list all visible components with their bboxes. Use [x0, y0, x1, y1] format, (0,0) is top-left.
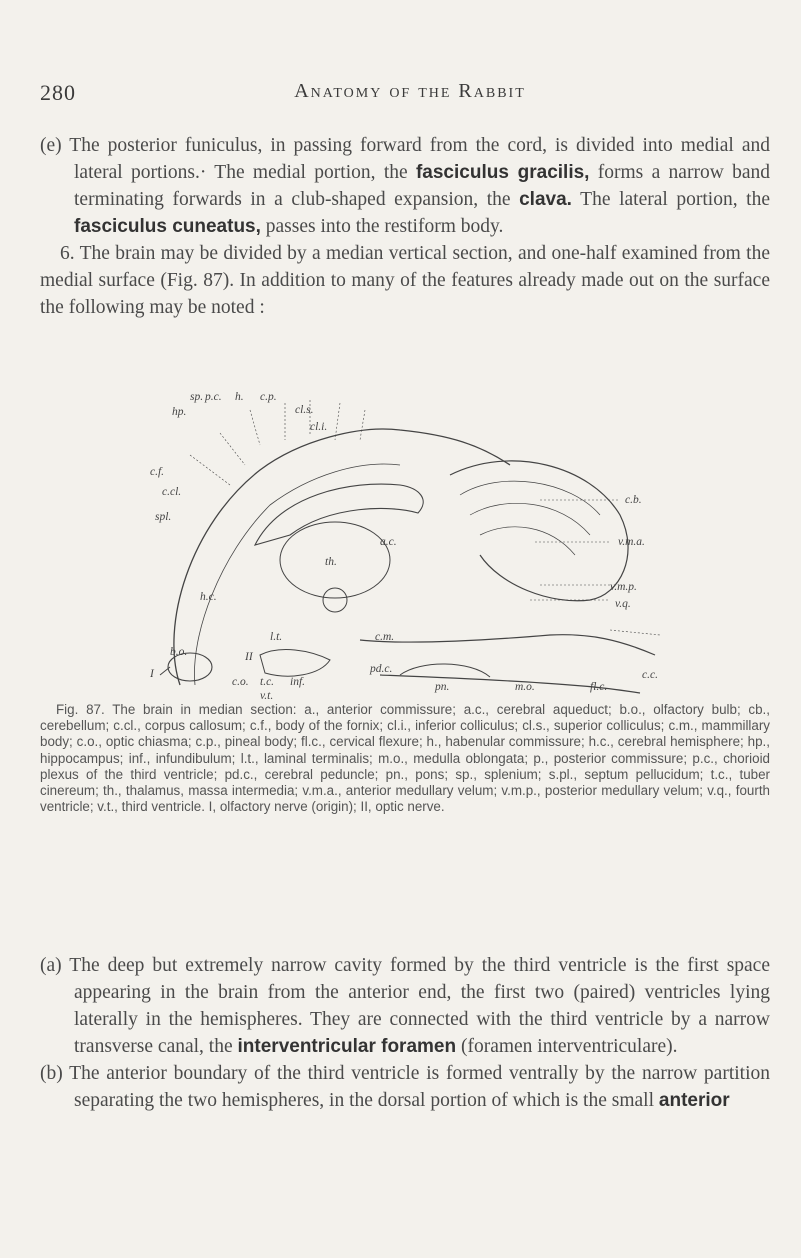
label-cli: cl.i. — [310, 421, 328, 433]
term-clava: clava. — [519, 189, 572, 210]
term-anterior: anterior — [658, 1090, 730, 1111]
figure-caption: Fig. 87. The brain in median section: a., anterior commissure; a.c., cerebral aqueduct; b.o., olfactory bulb; cb., cerebellum; c.cl., corpus callosum; c.f., body of the fornix; cl.i., inferior colliculus; cl.s., superior colliculus; c.m., mammillary body; c.o., optic chiasma; c.p., pineal body; fl.c., cervical flexure; h., habenular commissure; h.c., cerebral hemisphere; hp., hippocampus; inf., infundibulum; l.t., laminal terminalis; m.o., medulla oblongata; p., posterior commissure; p.c., chorioid plexus of the third ventricle; pd.c., cerebral peduncle; pn., pons; sp., splenium; s.pl., septum pellucidum; t.c., tuber cinereum; th., thalamus, massa intermedia; v.m.a., anterior medullary velum; v.m.p., posterior medullary velum; v.q., fourth ventricle; v.t., third ventricle. I, olfactory nerve (origin); II, optic nerve. — [40, 702, 770, 815]
label-pdc: pd.c. — [370, 663, 393, 675]
text-run: The posterior funiculus, in passing forward from the cord, is divided into medial and lateral portions.· The medial portion, the — [61, 135, 770, 183]
label-cc: c.c. — [642, 669, 658, 681]
label-vt: v.t. — [260, 690, 274, 700]
label-vma: v.m.a. — [618, 536, 645, 548]
term-fasciculus-cuneatus: fasciculus cuneatus, — [74, 216, 261, 237]
top-text — [40, 132, 770, 321]
text-run: The deep but extremely narrow cavity formed by the third ventricle is the first space appearing in the brain from the anterior end, the first two (paired) ventricles lying laterally in the hemispheres. They are connected with the third ventricle by a narrow transverse canal, the — [61, 955, 770, 1057]
label-II: II — [245, 651, 253, 663]
text-run: The lateral portion, the — [571, 189, 770, 210]
paragraph-6: 6. The brain may be divided by a median vertical section, and one-half examined from the medial surface (Fig. 87). In addition to many of the features already made out on the surface the following may be noted : — [40, 243, 770, 318]
label-flc: fl.c. — [590, 681, 608, 693]
label-tc: t.c. — [260, 676, 275, 688]
label-hp: hp. — [172, 406, 187, 418]
label-co: c.o. — [232, 676, 249, 688]
label-ac: a.c. — [380, 536, 397, 548]
page-number: 280 — [40, 80, 76, 105]
label-th: th. — [325, 556, 337, 568]
label-vmp: v.m.p. — [610, 581, 637, 593]
label-h: h. — [235, 391, 244, 403]
text-run: passes into the restiform body. — [260, 216, 504, 237]
label-pc: p.c. — [205, 391, 222, 403]
para-label: (a) — [40, 955, 62, 976]
label-vq: v.q. — [615, 598, 631, 610]
label-spl: spl. — [155, 511, 172, 523]
label-sp: sp. — [190, 391, 204, 403]
para-label: (b) — [40, 1063, 63, 1084]
running-title: Anatomy of the Rabbit — [294, 80, 526, 102]
label-ccl: c.cl. — [162, 486, 182, 498]
text-run: forms a narrow band terminating forwards in a club-shaped expansion, the — [74, 162, 771, 210]
hemisphere-outline — [174, 429, 510, 685]
bottom-text — [40, 952, 770, 1114]
page-header — [40, 80, 780, 110]
label-mo: m.o. — [515, 681, 535, 693]
brain-figure — [150, 385, 670, 700]
label-I: I — [150, 668, 154, 680]
text-run: The anterior boundary of the third ventricle is formed ventrally by the narrow partition separating the two hemispheres, in the dorsal portion of which is the small — [62, 1063, 770, 1111]
brain-median-section-drawing — [150, 385, 670, 700]
paragraph-a — [40, 952, 770, 1060]
corpus-callosum — [255, 484, 423, 545]
label-cm: c.m. — [375, 631, 395, 643]
label-lt: l.t. — [270, 631, 283, 643]
term-fasciculus-gracilis: fasciculus gracilis, — [415, 162, 590, 183]
text-run: (foramen interventriculare). — [456, 1036, 678, 1057]
paragraph-e — [40, 132, 770, 240]
label-cp: c.p. — [260, 391, 277, 403]
label-cb: c.b. — [625, 494, 642, 506]
label-bo: b.o. — [170, 646, 188, 658]
para-label: (e) — [40, 135, 62, 156]
term-interventricular-foramen: interventricular foramen — [237, 1036, 457, 1057]
label-cf: c.f. — [150, 466, 165, 478]
brain-stem — [360, 635, 655, 655]
label-hc: h.c. — [200, 591, 217, 603]
label-inf: inf. — [290, 676, 306, 688]
label-pn: pn. — [435, 681, 450, 693]
label-cls: cl.s. — [295, 404, 314, 416]
paragraph-b — [40, 1060, 770, 1114]
